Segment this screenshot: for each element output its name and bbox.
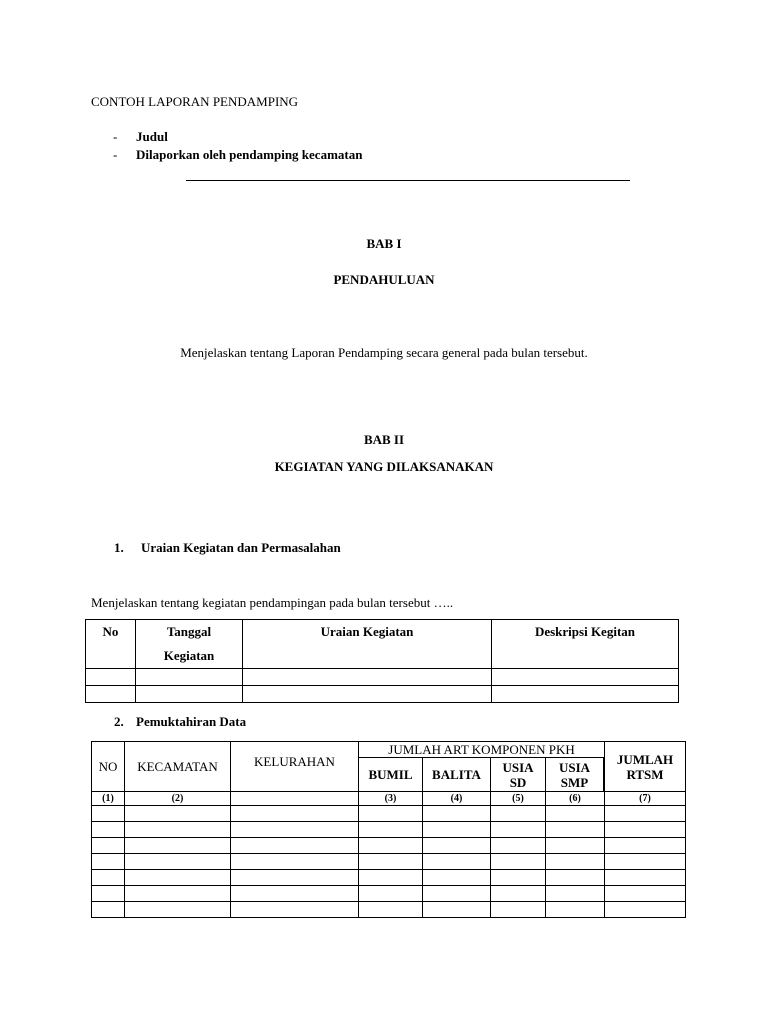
section1-paragraph: Menjelaskan tentang kegiatan pendampingan pada bulan tersebut ….. xyxy=(91,595,454,610)
bab1-title: PENDAHULUAN xyxy=(333,272,435,287)
table-header-row xyxy=(86,620,679,669)
section2-heading xyxy=(114,714,246,730)
horizontal-divider xyxy=(186,180,630,181)
header-no: No xyxy=(86,620,136,669)
bullet-dash: - xyxy=(113,129,118,144)
header-no: NO xyxy=(92,742,125,792)
table-row xyxy=(92,854,686,870)
bullet-text: Judul xyxy=(136,129,168,144)
table-row xyxy=(86,669,679,686)
header-jumlah-art-komponen-pkh: JUMLAH ART KOMPONEN PKH xyxy=(359,742,605,758)
header-kelurahan: KELURAHAN xyxy=(231,742,359,792)
header-deskripsi-kegitan: Deskripsi Kegitan xyxy=(492,620,679,669)
header-usia-sd-line2: SD xyxy=(509,774,527,790)
header-group-spacer xyxy=(604,758,605,792)
num-4: (4) xyxy=(423,792,491,806)
bullet-item-dilaporkan xyxy=(113,147,362,163)
table-row xyxy=(92,838,686,854)
section1-number: 1. xyxy=(114,540,124,555)
document-title: CONTOH LAPORAN PENDAMPING xyxy=(91,94,299,109)
section2-title: Pemuktahiran Data xyxy=(136,714,247,729)
header-balita: BALITA xyxy=(423,758,491,792)
header-kecamatan: KECAMATAN xyxy=(125,742,231,792)
num-5: (5) xyxy=(491,792,546,806)
bab1-paragraph: Menjelaskan tentang Laporan Pendamping secara general pada bulan tersebut. xyxy=(180,345,588,360)
header-usia-smp xyxy=(546,758,604,792)
header-tanggal-line2: Kegiatan xyxy=(163,648,215,663)
num-2: (2) xyxy=(125,792,231,806)
header-jumlah-rtsm xyxy=(605,742,686,792)
table-row xyxy=(86,686,679,703)
table-row xyxy=(92,806,686,822)
num-1: (1) xyxy=(92,792,125,806)
bullet-dash: - xyxy=(113,147,118,162)
kegiatan-table xyxy=(85,619,679,703)
num-6: (6) xyxy=(546,792,605,806)
header-tanggal-line1: Tanggal xyxy=(166,624,212,639)
section2-number: 2. xyxy=(114,714,124,729)
table-row xyxy=(92,886,686,902)
table-row xyxy=(92,870,686,886)
num-3: (3) xyxy=(359,792,423,806)
table-row xyxy=(92,902,686,918)
bullet-text: Dilaporkan oleh pendamping kecamatan xyxy=(136,147,363,162)
section1-title: Uraian Kegiatan dan Permasalahan xyxy=(141,540,341,555)
section1-heading xyxy=(114,540,341,556)
header-usia-smp-line2: SMP xyxy=(560,774,589,790)
header-usia-smp-line1: USIA xyxy=(558,759,591,775)
table-row xyxy=(92,822,686,838)
bab2-title: KEGIATAN YANG DILAKSANAKAN xyxy=(274,459,494,474)
bab2-label: BAB II xyxy=(363,432,405,447)
pemuktahiran-table xyxy=(91,741,686,918)
bab1-label: BAB I xyxy=(366,236,402,251)
header-usia-sd-line1: USIA xyxy=(502,759,534,775)
bullet-item-judul xyxy=(113,129,168,145)
num-kelurahan xyxy=(231,792,359,806)
header-uraian-kegiatan: Uraian Kegiatan xyxy=(243,620,492,669)
header-rtsm-line1: JUMLAH xyxy=(616,751,674,767)
table-header-row xyxy=(92,742,686,758)
header-usia-sd xyxy=(491,758,546,792)
header-bumil: BUMIL xyxy=(359,758,423,792)
header-rtsm-line2: RTSM xyxy=(626,766,664,782)
num-7: (7) xyxy=(605,792,686,806)
header-tanggal-kegiatan xyxy=(136,620,243,669)
numbering-row xyxy=(92,792,686,806)
